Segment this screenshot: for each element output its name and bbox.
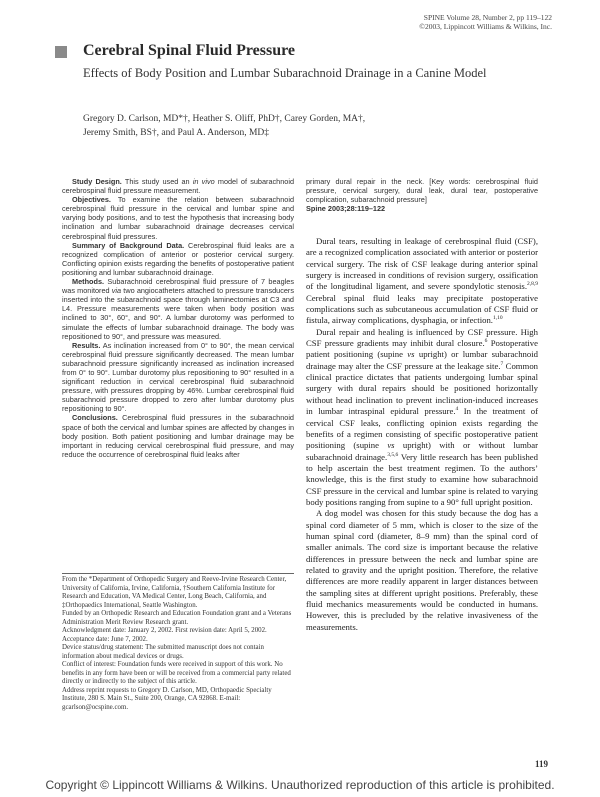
results-text: As inclination increased from 0° to 90°, the mean cervical cerebrospinal fluid pressure significantly decreased. The mean lumbar subarachnoid pressure significantly increased as inclination increased from 0° to 90°. Lumbar durotomy plus repositioning to 90° resulted in a significant reduction in cervical cerebrospinal fluid subarachnoid pressure, with pressures dropping by 46%. Lumbar cerebrospinal fluid subarachnoid pressure dropped to zero after lumbar durotomy plus repositioning to 90°. (62, 340, 294, 414)
abstract-conclusions (62, 413, 294, 458)
results-label: Results. (72, 340, 101, 350)
study-design-label: Study Design. (72, 177, 122, 186)
body-p1-b: Cerebral spinal fluid leaks may precipitate postoperative complications such as subcutaneous accumulation of CSF fluid or fistula, airway complications, dysphagia, or infection. (306, 292, 538, 326)
body-vs: vs (387, 440, 395, 451)
citation-ref: 2,8,9 (527, 281, 538, 288)
authors-line-2: Jeremy Smith, BS†, and Paul A. Anderson, MD‡ (83, 128, 270, 138)
footnote-reprint-address: Address reprint requests to Gregory D. Carlson, MD, Orthopaedic Specialty Institute, 280 S. Main St., Suite 200, Orange, CA 92868. E-mail: gcarlson@ocspine.com. (62, 686, 272, 711)
body-p1-a: Dural tears, resulting in leakage of cerebrospinal fluid (CSF), are a recognized complication associated with anterior or posterior cervical surgery. The risk of CSF leakage during anterior spinal surgery is increased in conditions of revision surgery, ossification of the longitudinal ligament, and severe spondylotic stenosis. (306, 236, 538, 292)
footnotes (62, 576, 294, 712)
citation: Spine 2003;28:119–122 (306, 204, 386, 214)
footnote-affiliations: From the *Department of Orthopedic Surgery and Reeve-Irvine Research Center, University of California, Irvine, California, †Southern California Institute for Research and Education, VA Medical Center, Long Beach, California, and ‡Orthopaedics International, Seattle Washington. (62, 576, 287, 609)
article-subtitle: Effects of Body Position and Lumbar Subarachnoid Drainage in a Canine Model (83, 66, 487, 80)
citation-paragraph (306, 204, 538, 213)
citation-ref: 6 (484, 338, 488, 345)
methods-text: Subarachnoid cerebrospinal fluid pressure of 7 beagles was monitored (62, 277, 294, 296)
copyright-banner: Copyright © Lippincott Williams & Wilkins. Unauthorized reproduction of this article is prohibited. (45, 778, 555, 792)
body-paragraph-1 (306, 236, 538, 327)
study-design-text: This study used an (121, 177, 193, 186)
journal-copyright: ©2003, Lippincott Williams & Wilkins, Inc. (419, 22, 552, 31)
body-p2-d: Common clinical practice dictates that patients undergoing lumbar spinal surgery with dural repairs should be positioned horizontally without head inclination to prevent inclination-induced increases in lumbar intraspinal epidural pressure. (306, 360, 539, 417)
footnote-conflict: Conflict of interest: Foundation funds were received in support of this work. No benefits in any form have been or will be received from a commercial party related directly or indirectly to the subject of this article. (62, 661, 291, 685)
methods-text-end: two angiocatheters attached to pressure transducers inserted into the subarachnoid space through laminectomies at C3 and L4. Pressure measurements were taken when body position was inclined to 30°, 60°, and 90°. A lumbar durotomy was performed to simulate the effects of lumbar subarachnoid drainage. The body was repositioned to 90°, and pressure was measured. (62, 286, 294, 341)
background-label: Summary of Background Data. (72, 240, 185, 250)
objectives-label: Objectives. (72, 195, 111, 205)
abstract-keywords (306, 177, 538, 213)
abstract-results (62, 341, 294, 414)
citation-ref: 3,5,6 (387, 451, 399, 458)
background-text: Cerebrospinal fluid leaks are a recognized complication of anterior or posterior cervical surgery. Conflicting opinion exists regarding the benefits of postoperative patient positioning and lumbar subarachnoid drainage. (62, 240, 295, 277)
body-p2-a: Dural repair and healing is influenced by CSF pressure. High CSF pressure gradients may inhibit dural closure. (306, 326, 538, 349)
journal-volume: SPINE Volume 28, Number 2, pp 119–122 (423, 13, 552, 22)
conclusions-label: Conclusions. (72, 413, 118, 423)
methods-label: Methods. (72, 277, 105, 287)
title-marker (55, 46, 67, 58)
body-p2-g: Very little research has been published to help ascertain the best treatment regimen. To the authors’ knowledge, this is the first study to examine how subarachnoid CSF pressure in the cervical and lumbar spine is related to varying body positions ranging from supine to a 90° full upright position. (306, 451, 538, 507)
body-paragraph-2 (306, 327, 538, 509)
abstract-continuation: primary dural repair in the neck. (306, 177, 425, 186)
citation-ref: 4 (455, 406, 459, 413)
body-p2-f: upright) with or without lumbar subarachnoid drainage. (306, 440, 538, 462)
footnote-device-status: Device status/drug statement: The submitted manuscript does not contain information about medical devices or drugs. (62, 644, 264, 660)
conclusions-text: Cerebrospinal fluid pressures in the subarachnoid space of both the cervical and lumbar spines are affected by changes in body position. Both patient positioning and lumbar drainage may be important in reducing cervical cerebrospinal fluid pressure, and may reduce the occurrence of cerebrospinal fluid leaks after (62, 413, 294, 459)
abstract-background (62, 241, 294, 277)
body-text (306, 236, 538, 633)
abstract-objectives (62, 195, 294, 240)
footnote-acknowledgment-date: Acknowledgment date: January 2, 2002. First revision date: April 5, 2002. (62, 627, 267, 634)
study-design-text-end: model of subarachnoid cerebrospinal fluid pressure measurement. (62, 177, 295, 196)
journal-header (419, 13, 552, 31)
citation-ref: 7 (500, 360, 504, 367)
study-design-em: in vivo (192, 177, 215, 186)
body-p2-b: Postoperative patient positioning (supine (306, 338, 538, 360)
body-vs: vs (407, 349, 415, 360)
methods-em: via (111, 286, 122, 296)
body-paragraph-3: A dog model was chosen for this study because the dog has a spinal cord diameter of 5 mm, which is closer to the size of the human spinal cord (diameter, 8–9 mm) than the spinal cord of smaller animals. The cord size is important because the relative differences in pressure between the neck and lumbar spine are related to gravity and the upright position. Therefore, the relative differences are more readily apparent in larger distances between the sampling sites at different upright positions. Preferably, these fluid mechanics measurements would be conducted in humans. However, this is precluded by the relative invasiveness of the measurements. (306, 508, 538, 632)
author-list (83, 112, 503, 140)
keywords-paragraph (306, 177, 538, 204)
footnote-acceptance-date: Acceptance date: June 7, 2002. (62, 635, 148, 643)
page-number: 119 (534, 759, 548, 769)
authors-line-1: Gregory D. Carlson, MD*†, Heather S. Oliff, PhD†, Carey Gorden, MA†, (83, 114, 366, 124)
body-p2-c: upright) or lumbar subarachnoid drainage may alter the CSF pressure at the leakage site. (306, 349, 538, 371)
keywords-text: [Key words: cerebrospinal fluid pressure, cervical surgery, dural leak, dural tear, postoperative complication, subarachnoid pressure] (306, 177, 538, 205)
body-p2-e: In the treatment of cervical CSF leaks, conflicting opinion exists regarding the benefits of a regimen consisting of specific postoperative patient positioning (supine (306, 406, 539, 451)
abstract (62, 177, 294, 459)
footnote-divider (62, 573, 294, 574)
objectives-text: To examine the relation between subarachnoid cerebrospinal fluid pressure in the cervical and lumbar spine and varying body positions, and to test the hypothesis that increasing body inclination and lumbar subarachnoid drainage decreases cervical cerebrospinal fluid pressures. (62, 195, 294, 241)
footnote-funding: Funded by an Orthopedic Research and Education Foundation grant and a Veterans Administration Merit Review Research grant. (62, 610, 292, 626)
abstract-methods (62, 277, 294, 341)
citation-ref: 1,10 (492, 315, 503, 322)
abstract-study-design (62, 177, 294, 195)
article-title: Cerebral Spinal Fluid Pressure (83, 42, 296, 59)
